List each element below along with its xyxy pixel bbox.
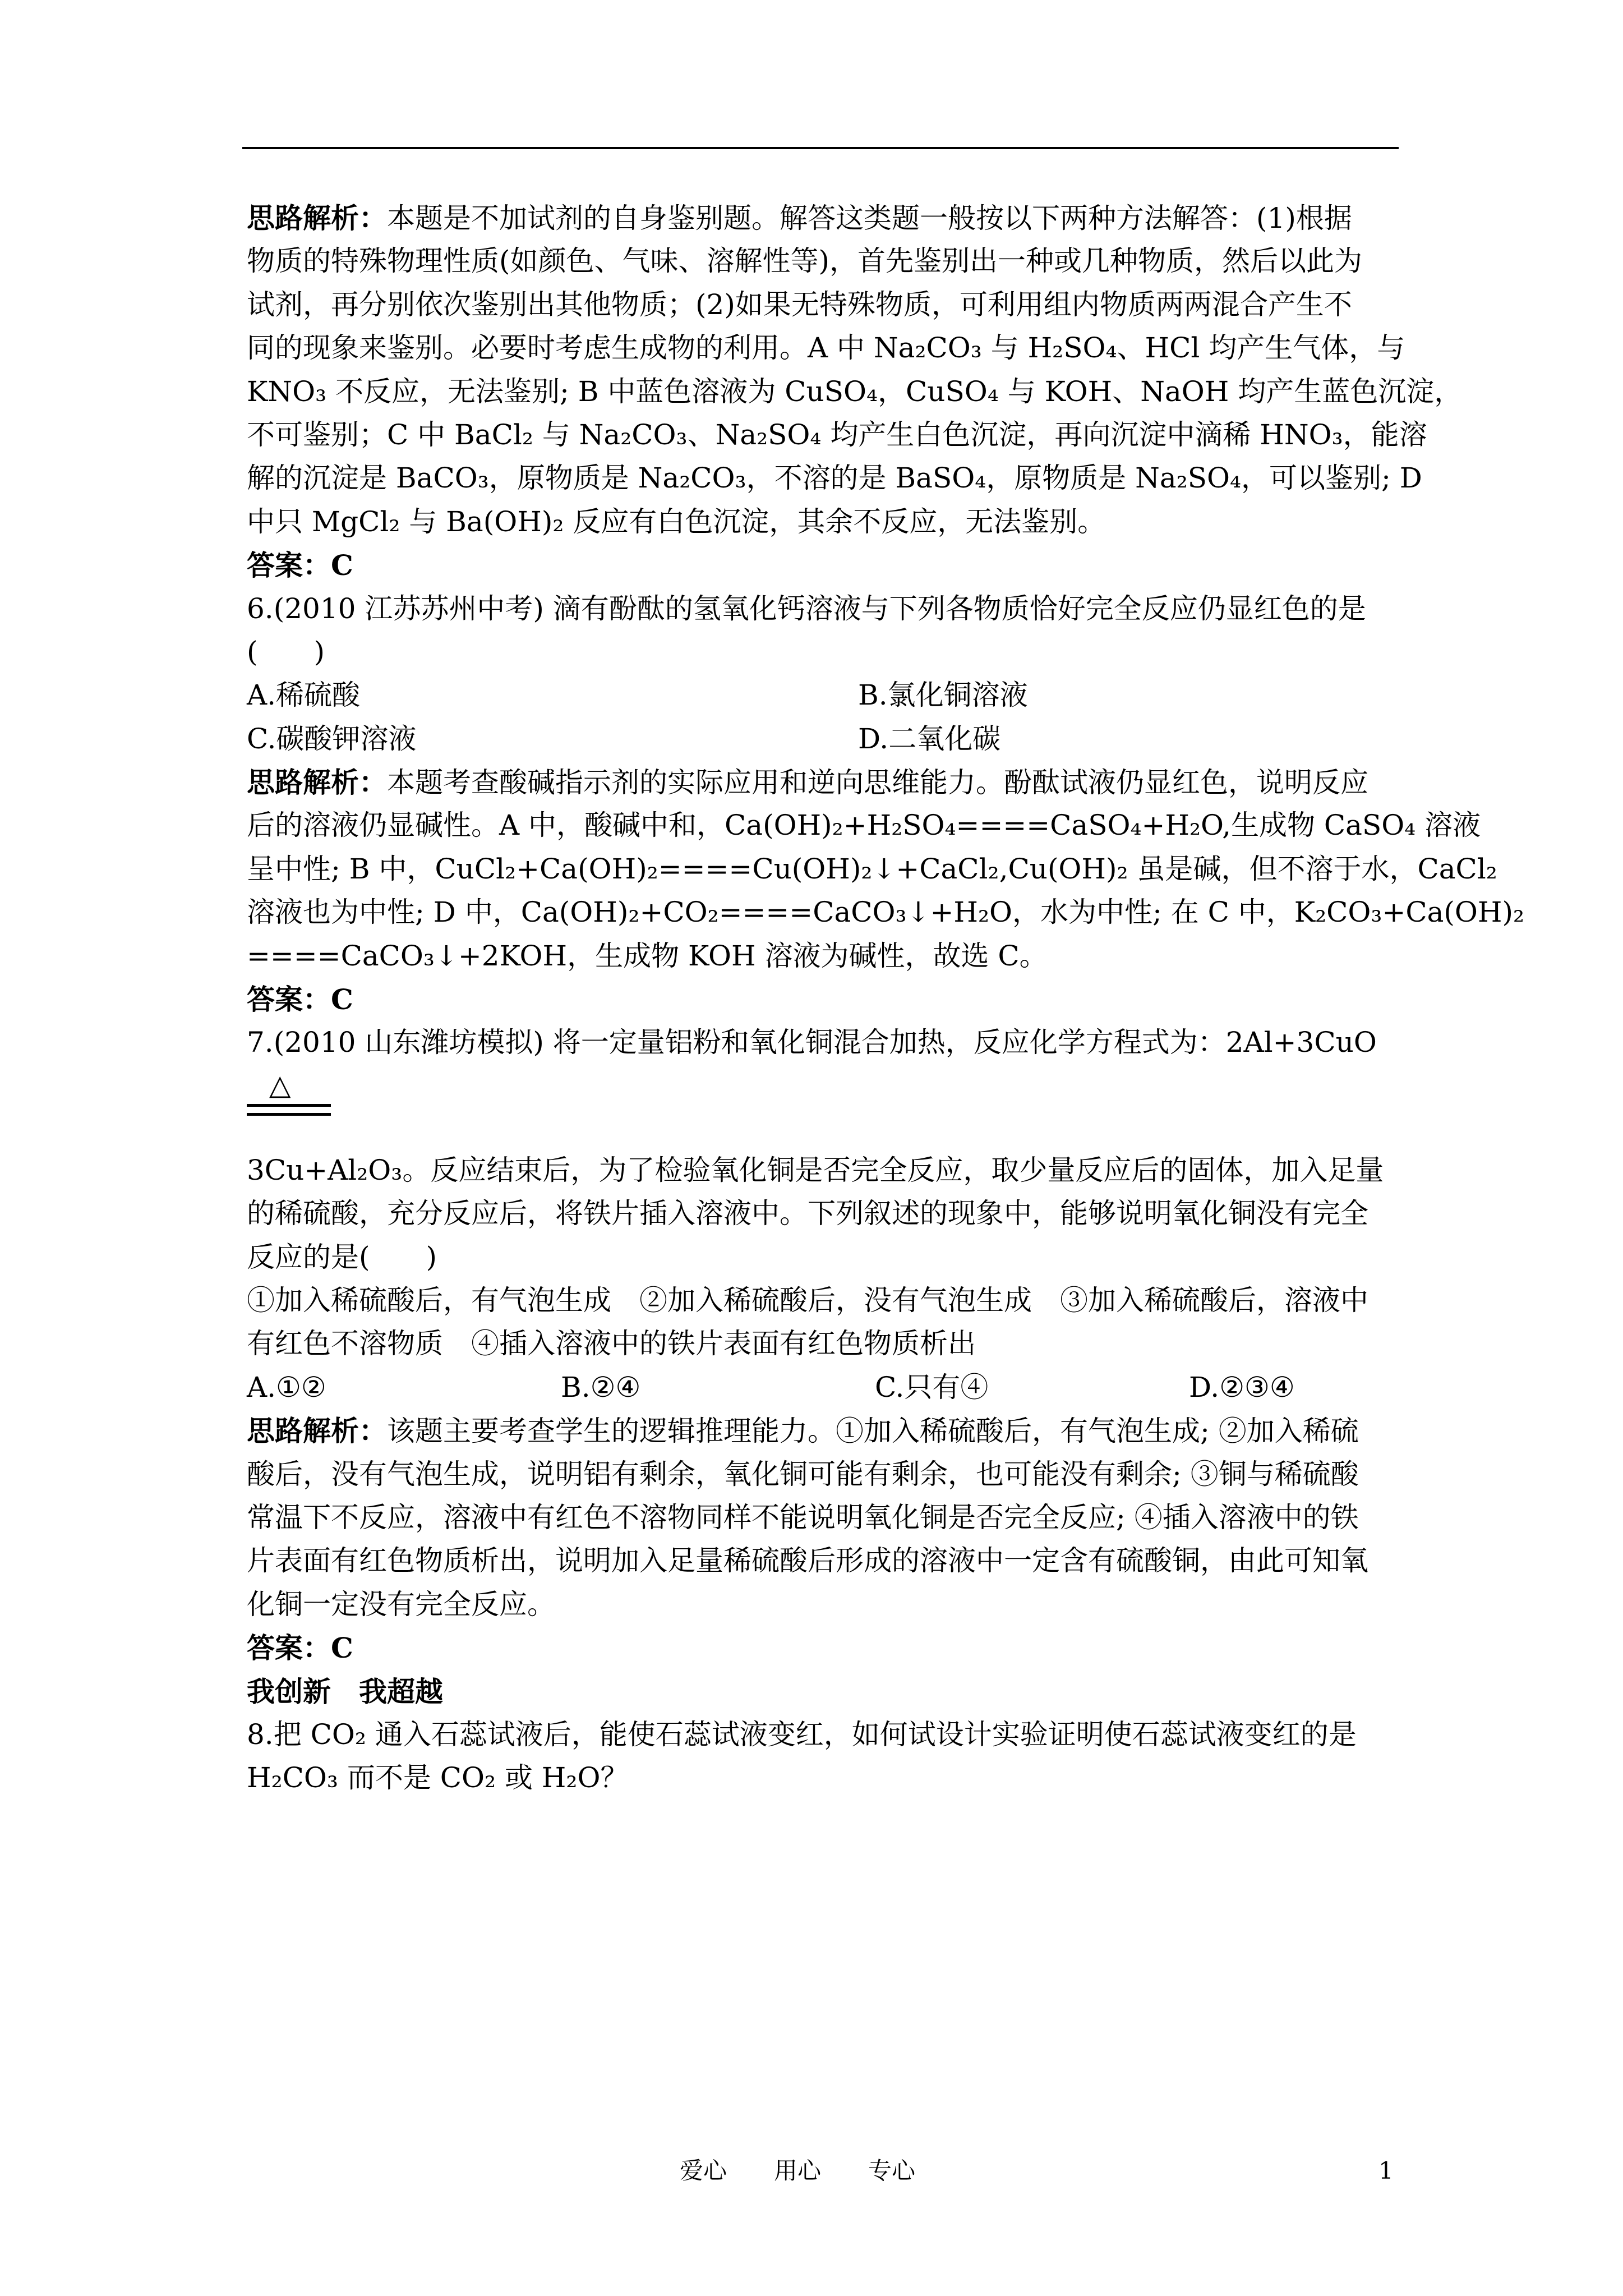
option-d: D.②③④ — [1189, 1370, 1295, 1404]
heating-condition-mark — [247, 1065, 1402, 1149]
answer-value: C — [331, 549, 353, 582]
option-d: D.二氧化碳 — [858, 722, 1001, 755]
answer-value: C — [331, 1631, 353, 1665]
answer-line — [247, 544, 1402, 587]
text-line: 溶液也为中性; D 中，Ca(OH)₂+CO₂====CaCO₃↓+H₂O，水为中性; 在 C 中，K₂CO₃+Ca(OH)₂ — [247, 896, 1525, 929]
section-heading: 我创新 我超越 — [247, 1674, 443, 1708]
analysis-line — [247, 1409, 1402, 1452]
text-line: 化铜一定没有完全反应。 — [247, 1588, 555, 1621]
option-a: A.稀硫酸 — [247, 679, 361, 712]
answer-label: 答案： — [247, 1631, 331, 1665]
text-line: 片表面有红色物质析出，说明加入足量稀硫酸后形成的溶液中一定含有硫酸铜，由此可知氧 — [247, 1544, 1368, 1577]
header-rule — [242, 147, 1399, 149]
text-line: 该题主要考查学生的逻辑推理能力。①加入稀硫酸后，有气泡生成; ②加入稀硫 — [387, 1415, 1359, 1448]
answer-line — [247, 978, 1402, 1021]
text-line: KNO₃ 不反应，无法鉴别; B 中蓝色溶液为 CuSO₄，CuSO₄ 与 KOH、NaOH 均产生蓝色沉淀， — [247, 375, 1463, 408]
text-line: 本题是不加试剂的自身鉴别题。解答这类题一般按以下两种方法解答：(1)根据 — [387, 202, 1352, 234]
footer-motto: 爱心 用心 专心 — [680, 2157, 916, 2184]
text-line: H₂CO₃ 而不是 CO₂ 或 H₂O？ — [247, 1761, 629, 1795]
text-line: 有红色不溶物质 ④插入溶液中的铁片表面有红色物质析出 — [247, 1327, 976, 1360]
answer-value: C — [331, 983, 353, 1016]
text-line: 的稀硫酸，充分反应后，将铁片插入溶液中。下列叙述的现象中，能够说明氧化铜没有完全 — [247, 1197, 1368, 1230]
text-line: 物质的特殊物理性质(如颜色、气味、溶解性等)，首先鉴别出一种或几种物质，然后以此为 — [247, 245, 1363, 278]
answer-label: 答案： — [247, 549, 331, 582]
q6-options-row — [247, 717, 1402, 761]
text-line: 同的现象来鉴别。必要时考虑生成物的利用。A 中 Na₂CO₃ 与 H₂SO₄、HCl 均产生气体，与 — [247, 332, 1405, 365]
option-b: B.氯化铜溶液 — [858, 679, 1028, 712]
text-line: 试剂，再分别依次鉴别出其他物质；(2)如果无特殊物质，可利用组内物质两两混合产生不 — [247, 288, 1352, 321]
q6-options-row — [247, 674, 1402, 717]
question-7: 7.(2010 山东潍坊模拟) 将一定量铝粉和氧化铜混合加热，反应化学方程式为：2Al+3CuO — [247, 1026, 1377, 1059]
question-6: 6.(2010 江苏苏州中考) 滴有酚酞的氢氧化钙溶液与下列各物质恰好完全反应仍显红色的是 — [247, 592, 1366, 625]
page-number: 1 — [1378, 2157, 1394, 2184]
analysis-line — [247, 761, 1402, 804]
option-b: B.②④ — [561, 1370, 641, 1404]
text-line: 常温下不反应，溶液中有红色不溶物同样不能说明氧化铜是否完全反应; ④插入溶液中的铁 — [247, 1501, 1359, 1534]
option-c: C.只有④ — [875, 1370, 989, 1404]
q7-options-row — [247, 1366, 1402, 1409]
analysis-label: 思路解析： — [247, 1414, 387, 1448]
page-content — [247, 196, 1525, 1800]
analysis-line — [247, 196, 1402, 240]
answer-line — [247, 1626, 1402, 1669]
analysis-label: 思路解析： — [247, 201, 387, 234]
text-line: 3Cu+Al₂O₃。反应结束后，为了检验氧化铜是否完全反应，取少量反应后的固体，加入足量 — [247, 1153, 1384, 1186]
text-line: ====CaCO₃↓+2KOH，生成物 KOH 溶液为碱性，故选 C。 — [247, 939, 1048, 972]
text-line: 后的溶液仍显碱性。A 中，酸碱中和，Ca(OH)₂+H₂SO₄====CaSO₄+H₂O,生成物 CaSO₄ 溶液 — [247, 809, 1481, 842]
equal-bar — [247, 1113, 331, 1116]
text-line: 中只 MgCl₂ 与 Ba(OH)₂ 反应有白色沉淀，其余不反应，无法鉴别。 — [247, 505, 1106, 538]
option-c: C.碳酸钾溶液 — [247, 722, 417, 755]
answer-bracket: ( ) — [247, 635, 325, 668]
text-line: 解的沉淀是 BaCO₃，原物质是 Na₂CO₃，不溶的是 BaSO₄，原物质是 Na₂SO₄，可以鉴别; D — [247, 462, 1422, 495]
triangle-icon: △ — [269, 1068, 291, 1101]
text-line: 本题考查酸碱指示剂的实际应用和逆向思维能力。酚酞试液仍显红色，说明反应 — [387, 766, 1368, 799]
analysis-label: 思路解析： — [247, 766, 387, 799]
text-line: 呈中性; B 中，CuCl₂+Ca(OH)₂====Cu(OH)₂↓+CaCl₂,Cu(OH)₂ 虽是碱，但不溶于水，CaCl₂ — [247, 852, 1497, 885]
equal-bar — [247, 1104, 331, 1107]
question-8: 8.把 CO₂ 通入石蕊试液后，能使石蕊试液变红，如何试设计实验证明使石蕊试液变红的是 — [247, 1718, 1357, 1751]
text-line: ①加入稀硫酸后，有气泡生成 ②加入稀硫酸后，没有气泡生成 ③加入稀硫酸后，溶液中 — [247, 1283, 1368, 1317]
text-line: 反应的是( ) — [247, 1240, 437, 1273]
text-line: 不可鉴别；C 中 BaCl₂ 与 Na₂CO₃、Na₂SO₄ 均产生白色沉淀，再向沉淀中滴稀 HNO₃，能溶 — [247, 418, 1427, 451]
option-a: A.①② — [247, 1370, 326, 1404]
text-line: 酸后，没有气泡生成，说明铝有剩余，氧化铜可能有剩余，也可能没有剩余; ③铜与稀硫酸 — [247, 1457, 1359, 1490]
answer-label: 答案： — [247, 983, 331, 1016]
